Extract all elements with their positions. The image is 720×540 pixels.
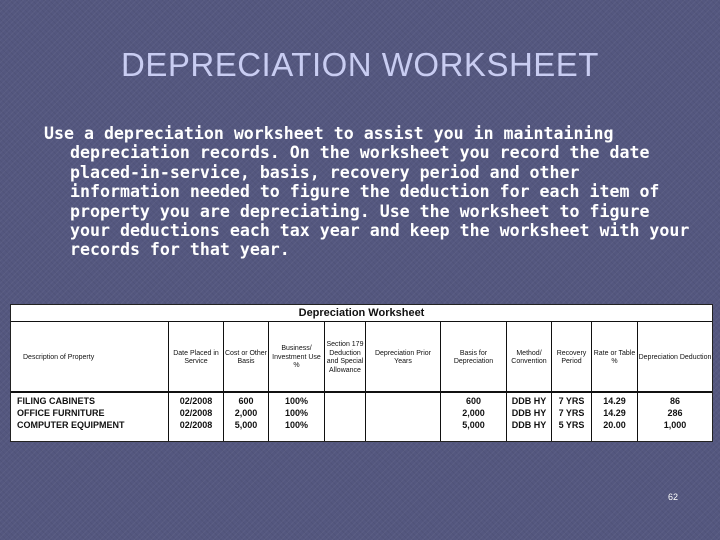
page-number: 62 xyxy=(667,492,678,502)
row-use: 100% xyxy=(284,408,309,418)
header-rule xyxy=(11,391,712,393)
row-prior xyxy=(366,395,440,407)
row-rate: 20.00 xyxy=(603,420,626,430)
row-prior xyxy=(366,407,440,419)
header-date: Date Placed in Service xyxy=(173,349,219,365)
row-description: OFFICE FURNITURE xyxy=(17,408,105,418)
row-prior xyxy=(366,419,440,431)
row-rate: 14.29 xyxy=(603,396,626,406)
slide-body-text: Use a depreciation worksheet to assist you in maintaining depreciation records. On the worksheet you record the date placed-in-service, basis, recovery period and other information needed to figure the deduction for each item of property you are depreciating. Use the worksheet to figure your deductions each tax year and keep the worksheet with your records for that year. xyxy=(44,124,690,260)
row-period: 7 YRS xyxy=(558,408,585,418)
row-use: 100% xyxy=(284,420,309,430)
row-basis: 2,000 xyxy=(462,408,485,418)
row-sec179 xyxy=(325,419,365,431)
header-basis: Basis for Depreciation xyxy=(453,349,494,365)
header-recovery-period: Recovery Period xyxy=(556,349,587,365)
row-method: DDB HY xyxy=(511,408,547,418)
row-cost: 5,000 xyxy=(234,420,258,430)
row-cost: 2,000 xyxy=(234,408,258,418)
header-deduction: Depreciation Deduction xyxy=(638,353,712,361)
row-date: 02/2008 xyxy=(179,396,213,406)
row-basis: 5,000 xyxy=(462,420,485,430)
header-business-use: Business/ Investment Use % xyxy=(272,345,321,370)
row-use: 100% xyxy=(284,396,309,406)
row-period: 5 YRS xyxy=(558,420,585,430)
row-deduction: 86 xyxy=(669,396,680,406)
row-method: DDB HY xyxy=(511,396,547,406)
row-sec179 xyxy=(325,395,365,407)
slide-title: DEPRECIATION WORKSHEET xyxy=(121,46,599,83)
header-description: Description of Property xyxy=(23,353,95,361)
row-rate: 14.29 xyxy=(603,408,626,418)
title-rule xyxy=(11,321,712,322)
header-cost: Cost or Other Basis xyxy=(224,349,267,365)
row-method: DDB HY xyxy=(511,420,547,430)
row-description: FILING CABINETS xyxy=(17,396,95,406)
worksheet-title: Depreciation Worksheet xyxy=(298,307,425,319)
header-method: Method/ Convention xyxy=(511,349,547,365)
header-rate: Rate or Table % xyxy=(593,349,636,365)
header-prior-years: Depreciation Prior Years xyxy=(374,349,432,365)
row-cost: 600 xyxy=(238,396,254,406)
depreciation-worksheet-table xyxy=(10,304,713,442)
header-section-179: Section 179 Deduction and Special Allowance xyxy=(326,341,364,374)
row-deduction: 1,000 xyxy=(663,420,687,430)
row-date: 02/2008 xyxy=(179,420,213,430)
row-sec179 xyxy=(325,407,365,419)
row-basis: 600 xyxy=(465,396,482,406)
row-description: COMPUTER EQUIPMENT xyxy=(17,420,125,430)
row-period: 7 YRS xyxy=(558,396,585,406)
row-deduction: 286 xyxy=(667,408,683,418)
row-date: 02/2008 xyxy=(179,408,213,418)
